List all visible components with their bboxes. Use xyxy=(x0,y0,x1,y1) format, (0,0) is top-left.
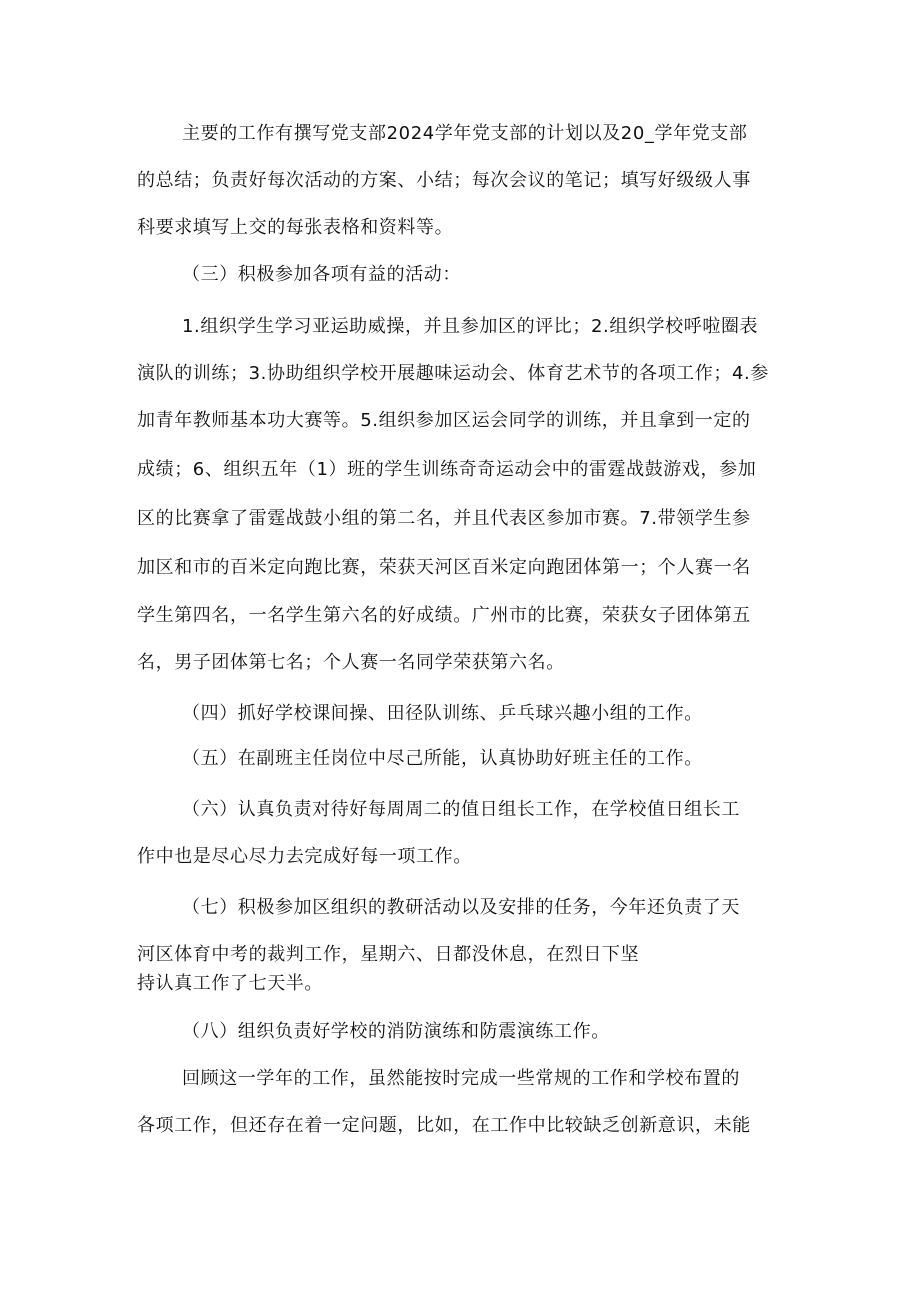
text-line: 1.组织学生学习亚运助威操，并且参加区的评比；2.组织学校呼啦圈表 xyxy=(182,316,759,337)
text-line: 科要求填写上交的每张表格和资料等。 xyxy=(137,217,454,238)
section-heading: （三）积极参加各项有益的活动： xyxy=(182,264,461,285)
text-line: 回顾这一学年的工作，虽然能按时完成一些常规的工作和学校布置的 xyxy=(182,1068,740,1089)
section-heading: （八）组织负责好学校的消防演练和防震演练工作。 xyxy=(182,1021,610,1042)
text-line: 各项工作，但还存在着一定问题，比如，在工作中比较缺乏创新意识，未能 xyxy=(137,1115,751,1136)
text-line: 成绩；6、组织五年（1）班的学生训练奇奇运动会中的雷霆战鼓游戏，参加 xyxy=(137,459,757,480)
section-heading: （七）积极参加区组织的教研活动以及安排的任务，今年还负责了天 xyxy=(182,897,740,918)
text-line: 名，男子团体第七名；个人赛一名同学荣获第六名。 xyxy=(137,652,565,673)
text-line: 主要的工作有撰写党支部2024学年党支部的计划以及20_学年党支部 xyxy=(182,123,748,144)
text-line: 持认真工作了七天半。 xyxy=(137,973,323,994)
text-line: 学生第四名，一名学生第六名的好成绩。广州市的比赛，荣获女子团体第五 xyxy=(137,605,751,626)
section-heading: （六）认真负责对待好每周周二的值日组长工作，在学校值日组长工 xyxy=(182,799,740,820)
section-heading: （五）在副班主任岗位中尽己所能，认真协助好班主任的工作。 xyxy=(182,748,703,769)
text-line: 演队的训练；3.协助组织学校开展趣味运动会、体育艺术节的各项工作；4.参 xyxy=(137,363,769,384)
text-line: 加区和市的百米定向跑比赛，荣获天河区百米定向跑团体第一；个人赛一名 xyxy=(137,557,751,578)
text-line: 加青年教师基本功大赛等。5.组织参加区运会同学的训练，并且拿到一定的 xyxy=(137,410,751,431)
section-heading: （四）抓好学校课间操、田径队训练、乒乓球兴趣小组的工作。 xyxy=(182,703,703,724)
text-line: 区的比赛拿了雷霆战鼓小组的第二名，并且代表区参加市赛。7.带领学生参 xyxy=(137,508,751,529)
text-line: 的总结；负责好每次活动的方案、小结；每次会议的笔记；填写好级级人事 xyxy=(137,170,751,191)
text-line: 河区体育中考的裁判工作，星期六、日都没休息，在烈日下坚 xyxy=(137,944,640,965)
text-line: 作中也是尽心尽力去完成好每一项工作。 xyxy=(137,846,472,867)
